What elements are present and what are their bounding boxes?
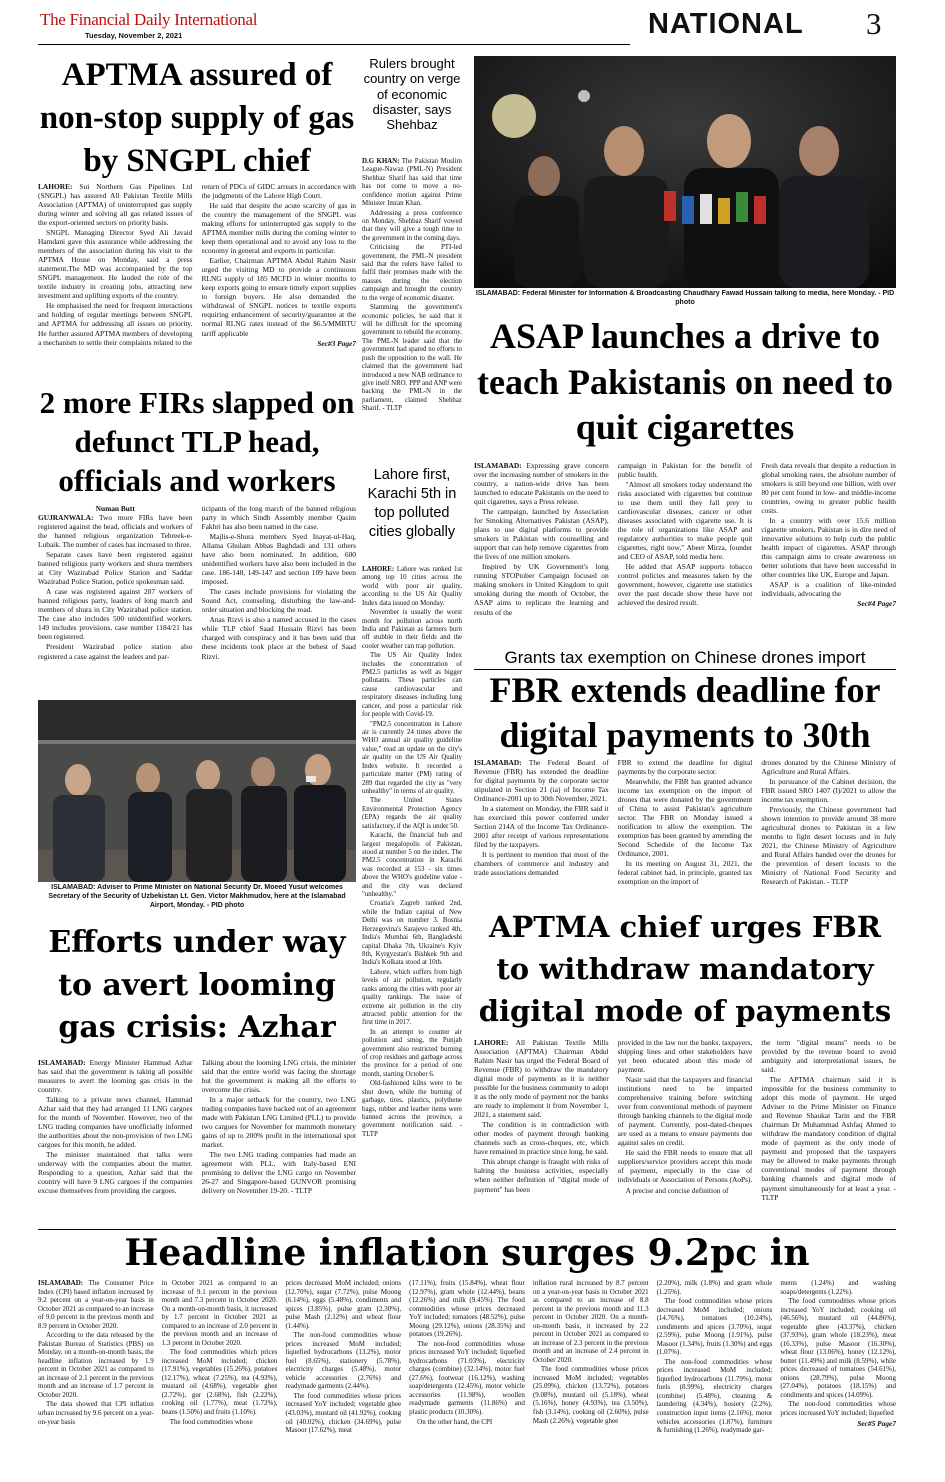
story8-para: The APTMA chairman said it is impossible for the business community to adopt this mode of payment. He urged Adviser to the Prime Minister on Finance and Revenue Shaukat Tarin and the FBR chairman Dr Muhammad Ashfaq Ahmed to withdraw the mandatory condition of digital mode of payment as the only mode of payment and proposed that the taxpayers may be allowed to make payments through conventional modes of payment through banking channels and digital mode of payment simultaneously for at least a year. - TLTP xyxy=(761,1075,896,1202)
story6-body xyxy=(474,758,896,902)
story8-para: A precise and concise definition of xyxy=(625,1185,729,1195)
story6-kicker: Grants tax exemption on Chinese drones import xyxy=(504,648,866,667)
story3-para: ticipants of the long march of the banned religious party in which Sindh Assembly member Qasim Fakhri has also been named in the case. xyxy=(201,504,356,532)
story7-dateline: ISLAMABAD: xyxy=(38,1058,86,1067)
story3-para: Two more FIRs have been registered against the head, officials and workers of the banned religious organization Tehreek-e-Lubaik. The number of cases has increased to three. xyxy=(38,513,193,550)
story5-para: He added that ASAP supports tobacco control policies and measures taken by the government, however, cigarette use statistics over the past decade show these have not achieved the desired result. xyxy=(617,562,753,608)
masthead-rule xyxy=(38,44,630,45)
issue-date: Tuesday, November 2, 2021 xyxy=(85,31,183,40)
story7-col2 xyxy=(202,1058,357,1226)
story7-body xyxy=(38,1058,356,1226)
story8-headline: APTMA chief urges FBR to withdraw mandatory digital mode of payments xyxy=(478,910,892,1029)
story3-para: Anas Rizvi is also a named accused in the cases while TLP chief Saad Hussain Rizvi has been charged with conspiracy and it has been said that these incidents took place at the behest of Saad Rizvi. xyxy=(201,615,356,661)
story8-para: He said the FBR needs to ensure that all suppliers/service providers accept this mode of payment, especially in the case of individuals or Association of Persons (AoPs). xyxy=(617,1148,753,1185)
story9-col2 xyxy=(162,1279,278,1477)
story8-body xyxy=(474,1038,896,1226)
story3-para: President Wazirabad police station also registered a case against the leaders and par- xyxy=(38,642,193,661)
story9-para: The food commodities whose prices increased YoY included; vegetable ghee (43.03%), mustard oil (41.92%), cooking oil (40.02%), chicken (34.69%), pulse Masoor (17.62%), meat xyxy=(285,1391,402,1435)
story9-col4 xyxy=(409,1279,525,1477)
story8-col3 xyxy=(761,1038,896,1226)
story3-body xyxy=(38,504,356,694)
story2-para: The Pakistan Muslim League-Nawaz (PML-N) President Shehbaz Sharif has said that time has not come to move a no-confidence motion against Prime Minister Imran Khan. xyxy=(362,158,462,208)
story3-para: Separate cases have been registered against banned religious party workers and shura members at City Wazirabad Police Station and Saddar Wazirabad Police Station, police spokesman said. xyxy=(38,550,193,587)
story6-headline-box xyxy=(474,668,896,760)
story8-para: The condition is in contradiction with other modes of payment through banking channels such as cross-cheques, etc, which have remained in practice since long, he said. xyxy=(474,1120,609,1157)
story2-headline: Rulers brought country on verge of economic disaster, says Shehbaz xyxy=(363,56,461,133)
story3-para: The cases include provisions for violating the Sound Act, counseling, disturbing the law-and-order situation and blocking the road. xyxy=(201,587,356,615)
story7-headline: Efforts under way to avert looming gas crisis: Azhar xyxy=(48,925,346,1046)
story7-col1 xyxy=(38,1058,193,1226)
story9-body xyxy=(38,1279,896,1477)
story4-para: Lahore, which suffers from high levels of air pollution, regularly ranks among the cities with poor air quality rankings. The issue of extreme air pollution in the city attracted public attention for the first time in 2017. xyxy=(362,968,462,1027)
story6-para: In pursuance of the Cabinet decision, the FBR issued SRO 1407 (I)/2021 to allow the income tax exemption. xyxy=(761,777,896,805)
story7-para: Energy Minister Hammad Azhar has said that the government is taking all possible measures to avert the looming gas crisis in the country. xyxy=(38,1058,193,1095)
story1-col1 xyxy=(38,182,193,380)
story6-col3 xyxy=(761,758,896,902)
story9-headline: Headline inflation surges 9.2pc in xyxy=(124,1232,810,1274)
story8-para: This abrupt change is fraught with risks of halting the business activities, especially when neither definition of "digital mode of payment" has been xyxy=(474,1157,609,1194)
story9-para: The data showed that CPI inflation urban increased by 9.6 percent on a year-on-year basis xyxy=(38,1400,154,1426)
story9-para: The food commodities which prices increased MoM included; chicken (17.91%), vegetables (15.26%), potatoes (12.17%), wheat (7.25%), tea (4.93%), mustard oil (4.68%), vegetable ghee (2.72%), gur (2.68%), fish (2.22%), cooking oil (1.77%), meat (1.72%), beans (1.50%) and fruits (1.10%). xyxy=(161,1348,278,1416)
story8-dateline: LAHORE: xyxy=(474,1038,509,1047)
story9-headline-box xyxy=(38,1230,896,1278)
story3-headline: 2 more FIRs slapped on defunct TLP head, officials and workers xyxy=(39,385,355,498)
story4-col xyxy=(362,566,462,1140)
story1-body xyxy=(38,182,356,380)
paper-name: The Financial Daily International xyxy=(40,10,258,29)
story8-col1 xyxy=(474,1038,609,1226)
story1-para: return of PDCs of GIDC arrears in accordance with the judgments of the Lahore High Court. xyxy=(201,182,356,201)
story1-headline-box xyxy=(38,54,356,178)
story1-para: He emphasised the need for frequent interactions and holding of regular meetings between SNGPL and APTMA for addressing all issues on priority. He further assured APTMA members of developing a mechanism to settle their complaints related to the xyxy=(38,301,193,347)
story6-para: Meanwhile, the FBR has granted advance income tax exemption on the import of drones that were donated by the government of China to assist Pakistan's agriculture sector. The FBR on Monday issued a notification to allow the exemption. The exemption has been granted by amending the Second Schedule of the Income Tax Ordinance, 2001. xyxy=(617,777,753,859)
story6-para: In its meeting on August 31, 2021, the federal cabinet had, in principle, granted tax exemption on the import of xyxy=(617,859,753,887)
story9-para: The food commodities whose prices decreased MoM included; onions (14.76%), tomatoes (10.24%), condiments and spices (3.70%), sugar (2.59%), pulse Moong (1.91%), pulse Masoor (1.34%), fruits (1.30%) and eggs (1.07%). xyxy=(656,1297,773,1357)
story6-col1 xyxy=(474,758,609,902)
story9-para: The Consumer Price Index (CPI) based inflation increased by 9.2 percent on a year-on-year basis in October 2021 as compared to an increase of 9.0 percent in the previous month and 8.9 percent in October 2020. xyxy=(38,1279,154,1330)
story3-byline: Numan Butt xyxy=(95,504,135,513)
photo-fawad-media xyxy=(474,56,896,288)
story8-para: All Pakistan Textile Mills Association (APTMA) Chairman Abdul Rahim Nasir has urged the Federal Board of Revenue (FBR) to withdraw the mandatory digital mode of payments as it is neither possible for the business community to adopt it as the only mode of payment nor the banks are ready to implement it from November 1, 2021, a statement said. xyxy=(474,1038,609,1120)
story3-dateline: GUJRANWALA: xyxy=(38,513,94,523)
story9-col1 xyxy=(38,1279,154,1477)
story5-para: Expressing grave concern over the increasing number of smokers in the country, a nation-wide drive has been launched to educate Pakistanis on the need to quit cigarettes, says a Press release. xyxy=(474,461,609,507)
story6-para: Previously, the Chinese government had shown intention to provide around 38 more agricultural drones to Pakistan in a few months to fight desert locusts and in July 2021, the Chinese Ministry of Agriculture and Rural Affairs handed over the drones for the prevention of desert locusts to the Ministry of National Food Security and Research of Pakistan. - TLTP xyxy=(761,805,896,887)
story9-para: (17.11%), fruits (15.84%), wheat flour (12.97%), gram whole (12.44%), beans (12.26%) and milk (9.45%). The food commodities whose prices decreased YoY included; tomatoes (48.52%), pulse Moong (29.12%), onions (28.35%) and potatoes (19.26%). xyxy=(409,1279,525,1339)
story7-para: The two LNG trading companies had made an agreement with PLL, with Italy-based ENI promising to deliver the LNG cargo on November 26-27 and Singapore-based GUNVOR promising delivery on November 19-20. - TLTP xyxy=(201,1150,356,1196)
story9-para: (2.20%), milk (1.8%) and gram whole (1.25%). xyxy=(656,1279,773,1296)
story5-dateline: ISLAMABAD: xyxy=(474,461,522,470)
story4-para: November is usually the worst month for pollution across north India and Pakistan as farmers burn off stubble in their fields and the cooler weather can trap pollution. xyxy=(362,609,462,650)
story5-body xyxy=(474,461,896,641)
story1-para: SNGPL Managing Director Syed Ali Javaid Hamdani gave this assurance while addressing the members of the association during his visit to the APTMA House on Monday, said a press statement.The MD was accompanied by the top SNGPL management. He lauded the role of the textile industry in creating jobs, attracting new investment and uplifting exports of the country. xyxy=(38,228,193,301)
photo1-caption: ISLAMABAD: Federal Minister for Information & Broadcasting Chaudhary Fawad Hussain talking to media, here Monday. - PID photo xyxy=(475,290,895,306)
story2-dateline: D.G KHAN: xyxy=(362,158,400,165)
story9-para: ments (1.24%) and washing soaps/detergents (1.22%). xyxy=(780,1279,896,1296)
story9-para: The non-food commodities whose prices increased MoM included; liquefied hydrocarbons (11.79%), motor fuels (8.99%), electricity charges (combine) (5.48%), cleaning & laundering (4.34%), hosiery (2.2%), construction input items (2.16%), motor vehicles accessories (1.87%), furniture & furnishing (1.26%), readymade gar- xyxy=(656,1357,773,1435)
story9-para: The non-food commodities whose prices increased YoY included; liquefied xyxy=(780,1400,896,1417)
story1-headline: APTMA assured of non-stop supply of gas by SNGPL chief xyxy=(39,57,355,178)
story5-col1 xyxy=(474,461,609,641)
story3-col1 xyxy=(38,504,193,662)
story2-para: Slamming the government's economic policies, he said that it will be difficult for the upcoming government to rebuild the economy. The PML-N leader said that the government had spared no efforts to push the opposition to the wall. He claimed that the government had introduced a new NAB ordinance to give itself NRO. PPP and ANP were backing the PML-N in the parliament, claimed Shehbaz Sharif. - TLTP xyxy=(362,304,462,413)
story4-para: Croatia's Zagreb ranked 2nd, while the Indian capital of New Delhi was on number 3. Bosnia Herzegovina's Sarajevo ranked 4th, India's Mumbai 6th, Bangladeshi capital Dhaka 7th, Ukraine's Kyiv 8th, Kyrgyzstan's Bishkek 9th and India's Kolkata stood at 10th. xyxy=(362,900,462,967)
story1-col2 xyxy=(202,182,357,380)
masthead xyxy=(40,10,300,40)
story9-para: The food commodities whose prices increased MoM included; vegetables (25.09%), chicken (13.72%), potatoes (9.08%), mustard oil (5.18%), wheat (5.16%), honey (4.93%), tea (3.50%), fish (3.14%), cooking oil (2.60%), pulse Mash (2.26%), vegetable ghee xyxy=(532,1365,649,1425)
story9-para: The non-food commodities whose prices increased MoM included; liquefied hydrocarbons (13.2%), motor fuel (8.65%), stationery (5.78%), electricity charges (5.48%), motor vehicle accessories (2.76%) and readymade garments (2.44%). xyxy=(285,1331,402,1391)
story2-col xyxy=(362,158,462,415)
story1-text: Sui Northern Gas Pipelines Ltd (SNGPL) has assured All Pakistan Textile Mills Association (APTMA) of uninterrupted gas supply during winter and solving all gas related issues of the export-oriented sectors on priority basis. xyxy=(38,182,193,228)
story7-para: Talking about the looming LNG crisis, the minister said that the entire world was facing the shortage but the government is making all the efforts to overcome the crisis. xyxy=(201,1058,356,1095)
story6-col2 xyxy=(618,758,753,902)
story4-headline: Lahore first, Karachi 5th in top polluted cities globally xyxy=(367,467,457,540)
story4-body xyxy=(362,566,462,1224)
story6-headline: FBR extends deadline for digital payments to 30th xyxy=(489,670,881,756)
story2-para: Addressing a press conference on Monday, Shehbaz Sharif vowed that they will give a tough time to the government in the coming days. xyxy=(362,209,462,242)
story8-headline-box xyxy=(474,906,896,1036)
story7-para: Talking to a private news channel, Hammad Azhar said that they had arranged 11 LNG cargoes for the month of November. However, two of the LNG trading companies have unofficially informed the authorities about the non-provision of two LNG cargoes for this month, he added. xyxy=(38,1095,193,1150)
story9-para: The food commodities whose xyxy=(169,1417,253,1426)
story9-col7 xyxy=(780,1279,896,1477)
story6-para: It is pertinent to mention that most of the chambers of commerce and industry and trade associations demanded xyxy=(474,850,609,878)
story7-para: The minister maintained that talks were underway with the companies about the matter. Responding to a question, Azhar said that the country will have 9 LNG cargoes if the companies excuse themselves from providing the cargoes. xyxy=(38,1150,193,1196)
story2-headline-box xyxy=(362,56,462,156)
section-label: NATIONAL xyxy=(648,8,804,40)
story9-jump: Sec#5 Page7 xyxy=(857,1418,896,1428)
story6-para: In a statement on Monday, the FBR said it has exercised this power conferred under Section 214A of the Income Tax Ordinance-2001 after receipt of various representations filed by the taxpayers. xyxy=(474,804,609,850)
story6-para: FBR to extend the deadline for digital payments by the corporate sector. xyxy=(617,758,753,777)
story4-para: Lahore was ranked 1st among top 10 cities across the world with poor air quality, according to the US Air Quality Index data issued on Monday. xyxy=(362,566,462,607)
story7-headline-box xyxy=(38,922,356,1056)
story5-jump: Sec#4 Page7 xyxy=(857,599,896,609)
story4-headline-box xyxy=(362,466,462,566)
story6-para: The Federal Board of Revenue (FBR) has extended the deadline for digital payments by the corporate sector stipulated in Section 21 (ia) of Income Tax Ordinance-2001 up to 30th November, 2021. xyxy=(474,758,609,804)
story9-para: in October 2021 as compared to an increase of 9.1 percent in the previous month and 7.3 percent in October 2020. On a month-on-month basis, it increased by 1.7 percent in October 2021 as compared to an increase of 2.0 percent in the previous month and an increase of 1.3 percent in October 2020. xyxy=(161,1279,278,1347)
story5-para: In a country with over 15.6 million cigarette smokers, Pakistan is in dire need of innovative solutions to help curb the public health impact of cigarettes. ASAP through this campaign aims to create awareness on better solutions that have been successful in other countries like UK, Europe and Japan. xyxy=(761,516,896,580)
story3-col2 xyxy=(202,504,357,662)
story4-para: Old-fashioned kilns were to be shut down, while the burning of garbage, tires, plastics, polythene bags, rubber and leather items were banned across the province, a government notification said. - TLTP xyxy=(362,1080,462,1138)
photo2-caption: ISLAMABAD: Adviser to Prime Minister on National Security Dr. Moeed Yusuf welcomes Secretary of the Security of Uzbekistan Lt. Gen. Victor Makhmudov, here at the Islamabad Airport, Monday. - PID photo xyxy=(48,884,346,909)
story9-para: The non-food commodities whose prices increased YoY included; liquefied hydrocarbons (71.03%), electricity charges (combine) (32.14%), motor fuel (27.6%), footwear (16.12%), washing soap/detergents (12.45%), motor vehicle accessories (11.98%), woollen readymade garments (11.86%) and plastic products (10.30%). xyxy=(409,1339,525,1416)
story5-para: Fresh data reveals that despite a reduction in global smoking rates, the absolute number of smokers is still beyond one billion, with over 80 per cent found in low- and middle-income countries, owing to greater public health costs. xyxy=(761,461,896,516)
story3-headline-box xyxy=(38,384,356,502)
story6-para: drones donated by the Chinese Ministry of Agriculture and Rural Affairs. xyxy=(761,758,896,777)
story4-para: The US Air Quality Index includes the concentration of PM2.5 particles as well as bigger pollutants. These particles can cause cardiovascular and respiratory diseases including lung cancer, and pose a particular risk for people with Covid-19. xyxy=(362,652,462,719)
story3-para: Majlis-e-Shura members Syed Inayat-ul-Haq, Allama Ghulam Abbas Baghdadi and 131 others have also been nominated. In addition, 600 unidentified workers have also been included in the case. 186-148, 149-147 and section 109 have been imposed. xyxy=(201,532,356,587)
story9-para: prices decreased MoM included; onions (12.70%), sugar (7.72%), pulse Moong (6.14%), eggs (5.48%), condiments and spices (3.85%), pulse gram (2.30%), pulse Mash (2.12%) and wheat flour (1.44%). xyxy=(285,1279,402,1330)
story9-col3 xyxy=(285,1279,401,1477)
story3-para: A case was registered against 207 workers of banned religious party, leaders of long march and members of shura in City Wazirabad police station. The case also includes 500 unidentified workers. 149 includes provisions, case number 1184/21 has been registered. xyxy=(38,587,193,642)
story4-para: In an attempt to counter air pollution and smog, the Punjab government also restricted burning of crop residues and garbage across the province for a period of one month, starting October 6. xyxy=(362,1028,462,1078)
story6-dateline: ISLAMABAD: xyxy=(474,758,522,767)
story8-para: Nasir said that the taxpayers and financial institutions need to be imparted comprehensive training before switching over from conventional methods of payment through banking channels to the digital mode of payment. Currently, post-dated-cheques are used as a means to ensure payments due against sales on credit. xyxy=(617,1075,753,1148)
story5-para: Inspired by UK Government's long running STOPtober Campaign focused on making smokers in United Kingdom to quit smoking during the month of October, the ASAP aims to replicate the learning and results of the xyxy=(474,562,609,617)
story9-para: The food commodities whose prices increased YoY included; cooking oil (46.56%), mustard oil (44.86%), vegetable ghee (43.37%), chicken (37.93%), gram whole (18.23%), meat (16.33%), pulse Masoor (16.30%), wheat flour (13.06%), honey (12.12%), butter (11.49%) and milk (8.59%), while prices decreased of tomatoes (54.61%), onions (28.79%), pulse Moong (27.04%), potatoes (18.15%) and condiments and spices (14.09%). xyxy=(780,1297,896,1399)
story9-col6 xyxy=(657,1279,773,1477)
story9-para: According to the data released by the Pakistan Bureau of Statistics (PBS) on Monday, on a month-on-month basis, the headline inflation increased by 1.9 percent in October 2021 as compared to an increase of 2.1 percent in the previous month and an increase of 1.7 percent in October 2020. xyxy=(38,1331,154,1399)
story7-para: In a major setback for the country, two LNG trading companies have backed out of an agreement made with Pakistan LNG Limited (PLL) to provide two cargoes for November for mammoth monetary gains of up to 200% profit in the international spot market. xyxy=(201,1095,356,1150)
story9-dateline: ISLAMABAD: xyxy=(38,1279,84,1287)
story8-col2 xyxy=(618,1038,753,1226)
story2-para: Criticising the PTI-led government, the PML-N president said that the rulers have failed to fulfil their promises made with the masses during the election campaign and brought the country to the verge of economic disaster. xyxy=(362,244,462,302)
story9-para: On the other hand, the CPI xyxy=(417,1417,493,1426)
story1-para: Earlier, Chairman APTMA Abdul Rahim Nasir urged the visiting MD to provide a continuous RLNG supply of 185 MCFD in winter months to keep exports going to ensure timely export supplies to foreign buyers. He also demanded the withdrawal of SNGPL notices to textile exports requiring enhancement of security/guarantee at the normal RLNG rates instead of the $6.5/MMBTU tariff applicable xyxy=(201,256,356,338)
story4-para: "PM2.5 concentration in Lahore air is currently 24 times above the WHO annual air quality guideline value," read an update on the city's air quality on the US Air Quality Index website. It recorded a particulate matter (PM) rating of 289 that regarded the city as "very unhealthy" in terms of air quality. xyxy=(362,720,462,795)
story1-dateline: LAHORE: xyxy=(38,182,73,191)
story5-col3 xyxy=(761,461,896,641)
story9-para: inflation rural increased by 8.7 percent on a year-on-year basis in October 2021 as compared to an increase of 8.8 percent in the previous month and 11.3 percent in October 2020. On a month-on-month basis, it increased by 2.2 percent in October 2021 as compared to an increase of 2.3 percent in the previous month and an increase of 2.4 percent in October 2020. xyxy=(532,1279,649,1364)
story4-dateline: LAHORE: xyxy=(362,566,395,573)
story5-col2 xyxy=(618,461,753,641)
story5-para: "Almost all smokers today understand the risks associated with cigarettes but continue to use them until they fall prey to cardiovascular diseases, cancer or other diseases associated with cigarette use. It is the role of organizations like ASAP and regulatory authorities to make people quit cigarettes, right now," Abeer Mirza, founder and CEO of ASAP, told media here. xyxy=(617,480,753,562)
story9-col5 xyxy=(533,1279,649,1477)
story5-para: ASAP is a coalition of like-minded individuals, advocating the xyxy=(761,580,896,599)
story2-body xyxy=(362,158,462,462)
story4-para: Karachi, the financial hub and largest megalopolis of Pakistan, stood at number 5 on the index. The PM2.5 concentration in Karachi was recorded at 153 - six times above the WHO's guideline value - and the city was declared "unhealthy." xyxy=(362,832,462,899)
story6-kicker-box xyxy=(474,648,896,670)
page-number: 3 xyxy=(866,6,882,41)
photo-airport-welcome xyxy=(38,700,356,882)
story8-para: provided in the law nor the banks, taxpayers, shipping lines and other stakeholders have yet been educated about this mode of payment. xyxy=(617,1038,753,1075)
story8-para: the term "digital means" needs to be provided by the revenue board to avoid ambiguity and interpretational issues, he said. xyxy=(761,1038,896,1075)
story5-headline-box xyxy=(474,314,896,460)
story4-para: The United States Environmental Protection Agency (EPA) regards the air quality satisfactory, if the AQI is under 50. xyxy=(362,797,462,830)
story1-jump: Sec#3 Page7 xyxy=(317,338,356,348)
story5-para: The campaign, launched by Association for Smoking Alternatives Pakistan (ASAP), plans to use digital platforms to provide smokers in Pakistan with counselling and support that can help remove cigarettes from the lives of one million smokers. xyxy=(474,507,609,562)
story5-headline: ASAP launches a drive to teach Pakistanis on need to quit cigarettes xyxy=(476,316,894,448)
story5-para: campaign in Pakistan for the benefit of public health. xyxy=(617,461,753,480)
story1-para: He said that despite the acute scarcity of gas in the country the management of the SNGPL was making efforts for uninterrupted gas supply to the APTMA member mills during the coming winter to keep them operational and to avoid any loss to the economy in general and exports in particular. xyxy=(201,201,356,256)
